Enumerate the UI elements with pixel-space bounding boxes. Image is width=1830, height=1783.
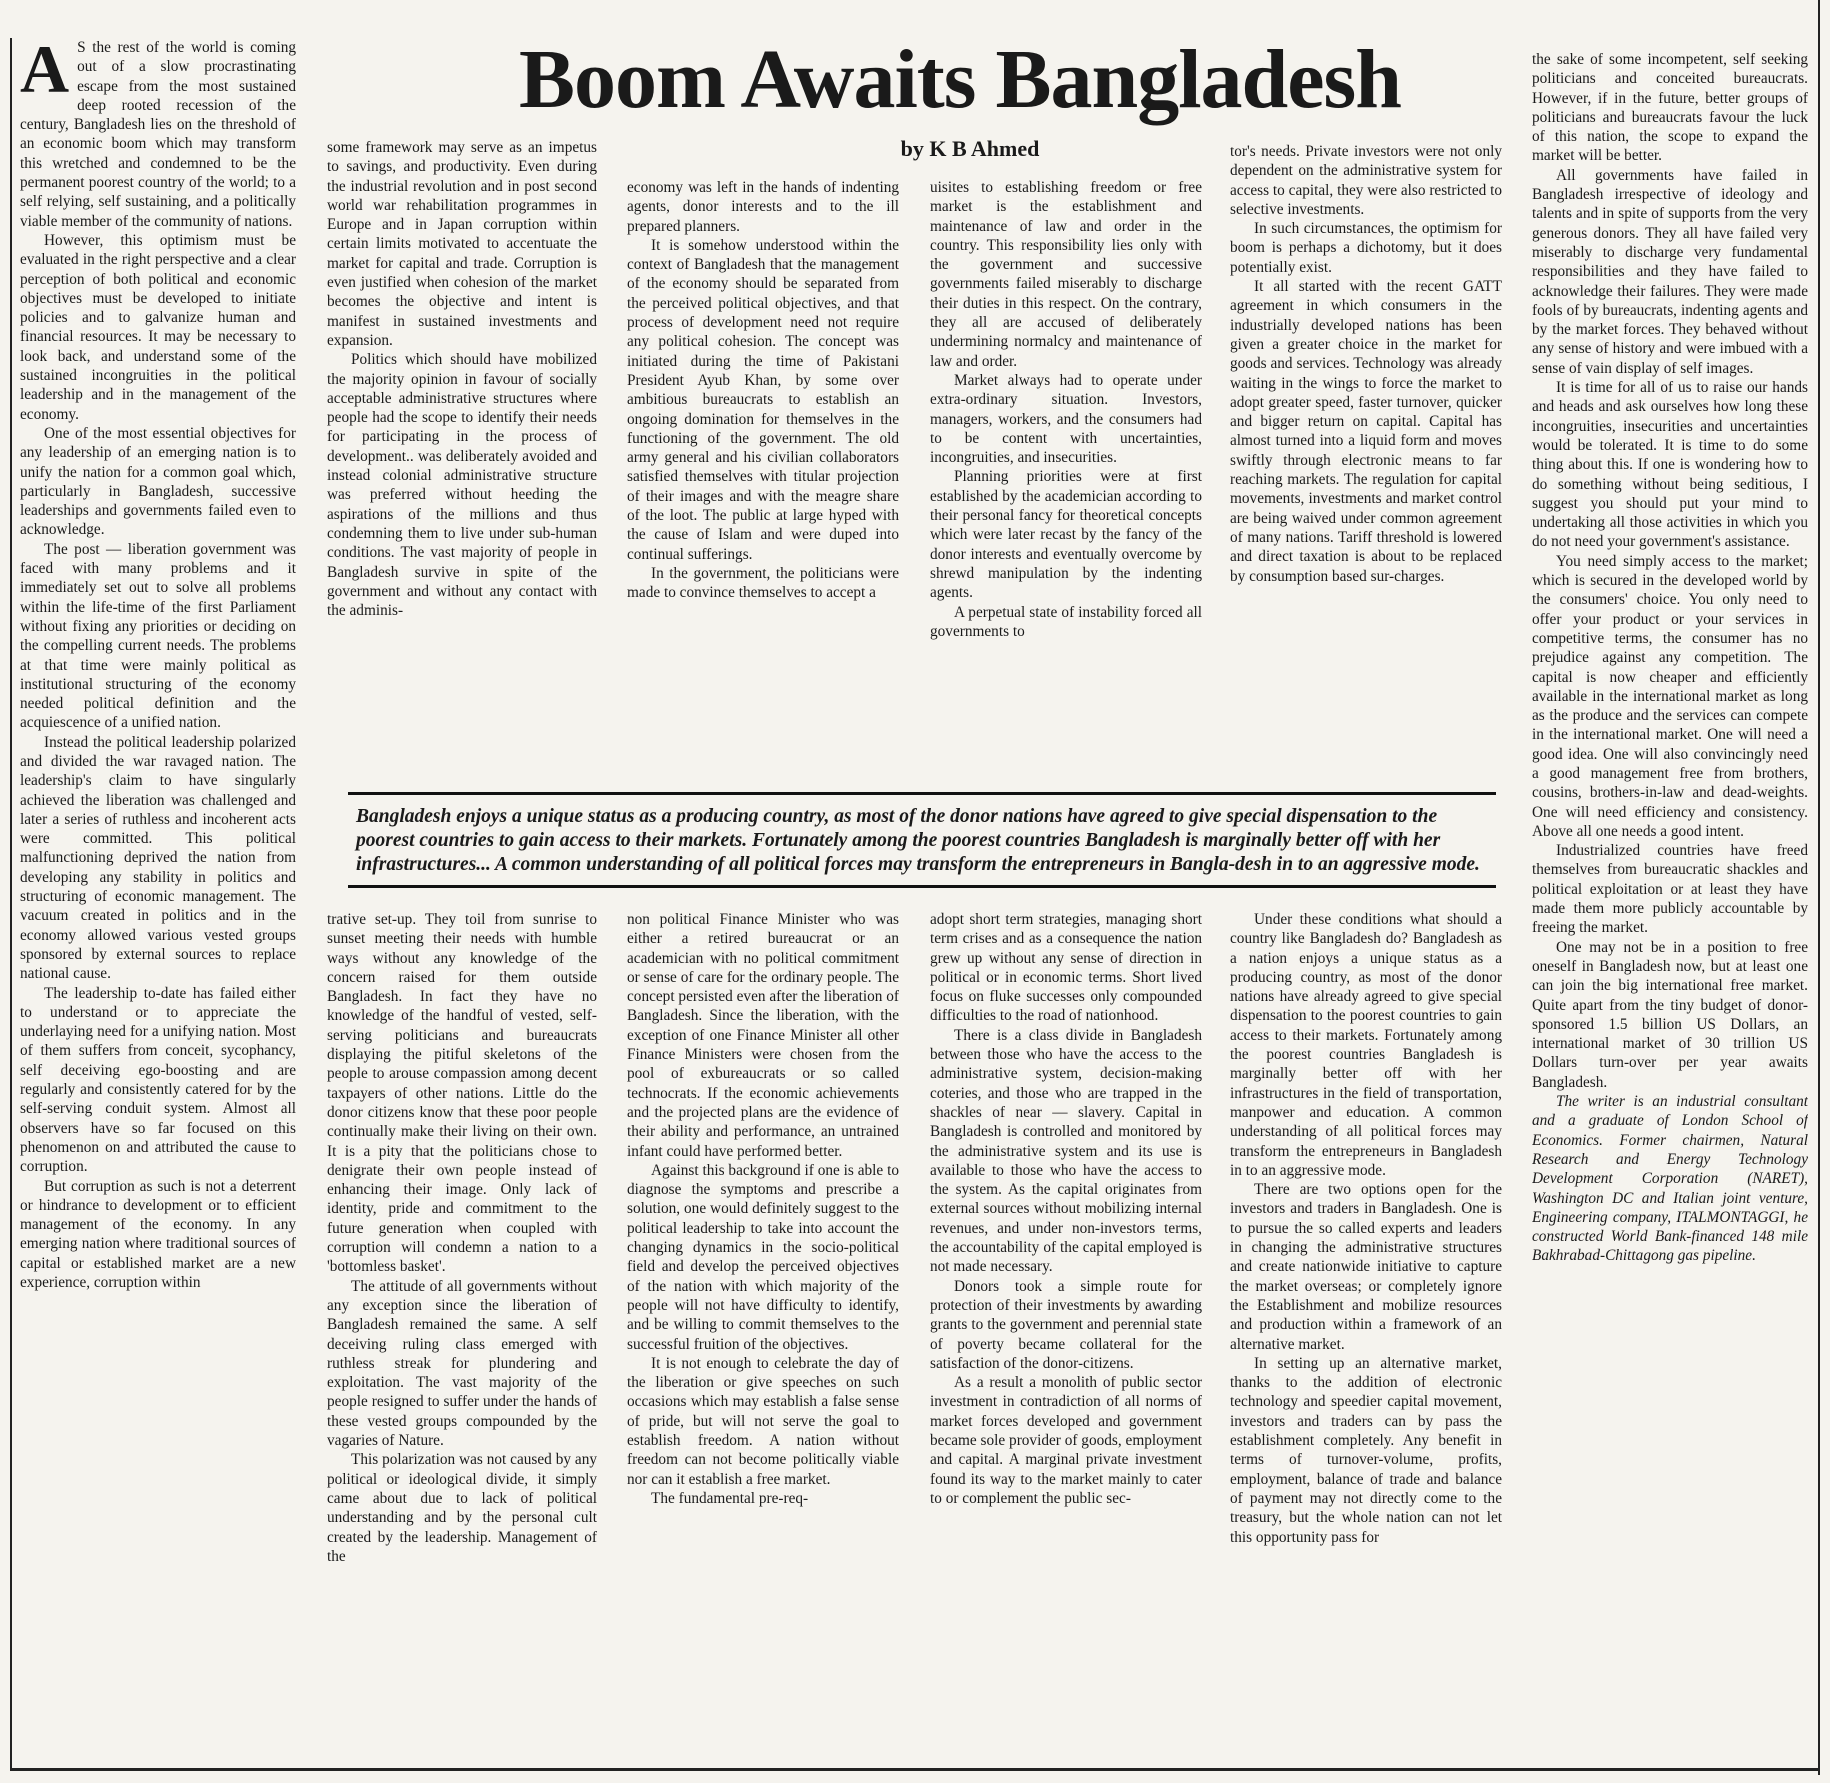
headline: Boom Awaits Bangladesh bbox=[519, 33, 1401, 126]
article-column-6 bbox=[1532, 50, 1808, 1766]
article-column-3-bottom bbox=[627, 910, 899, 1768]
paragraph: It is somehow understood within the context of Bangladesh that the management of the economy should be separated from the perceived political objectives, and that process of development need not require any political cohesion. The concept was initiated during the time of Pakistani President Ayub Khan, by some over ambitious bureaucrats to establish an ongoing domination for themselves in the functioning of the government. The old army general and his civilian collaborators satisfied themselves with titular projection of their images and with the meagre share of the loot. The public at large hyped with the cause of Islam and were duped into continual sufferings. bbox=[627, 236, 899, 563]
paragraph: It all started with the recent GATT agreement in which consumers in the industrially developed nations has been given a greater choice in the market for goods and services. Technology was already waiting in the wings to force the market to adopt greater speed, faster turnover, quicker and bigger return on capital. Capital has almost turned into a liquid form and moves swiftly through electronic means to far reaching markets. The regulation for capital movements, investments and market control are being waived under common agreement of many nations. Tariff threshold is lowered and direct taxation is about to be replaced by consumption based sur-charges. bbox=[1230, 278, 1502, 585]
paragraph: The leadership to-date has failed either to understand or to appreciate the underlaying need for a unifying nation. Most of them suffers from conceit, sycophancy, self deceiving ego-boosting and are regularly and consistently catered for by the self-serving conduit system. Almost all observers have so far focused on this phenomenon on and attributed the cause to corruption. bbox=[20, 984, 296, 1176]
bottom-page-rule bbox=[10, 1768, 1820, 1771]
paragraph: Against this background if one is able to diagnose the symptoms and prescribe a solution, one would definitely suggest to the political leadership to take into account the changing dynamics in the socio-political field and develop the perceived objectives of the nation with which majority of the people will not have difficulty to identify, and be willing to commit themselves to the successful fruition of the objectives. bbox=[627, 1161, 899, 1353]
paragraph: Market always had to operate under extra-ordinary situation. Investors, managers, workers, and the consumers had to be content with uncertainties, incongruities, and insecurities. bbox=[930, 371, 1202, 467]
paragraph: Donors took a simple route for protection of their investments by awarding grants to the government and perennial state of poverty became collateral for the satisfaction of the donor-citizens. bbox=[930, 1277, 1202, 1372]
article-column-5-bottom bbox=[1230, 910, 1502, 1768]
article-column-2-bottom bbox=[327, 910, 597, 1768]
paragraph: In the government, the politicians were made to convince themselves to accept a bbox=[627, 564, 899, 602]
author-bio: The writer is an industrial consultant and a graduate of London School of Economics. Former chairmen, Natural Research and Energy Technology Development Corporation (NARET), Washington DC and Italian joint venture, Engineering company, ITALMONTAGGI, he constructed World Bank-financed 148 mile Bakhrabad-Chittagong gas pipeline. bbox=[1532, 1093, 1808, 1265]
drop-cap: A bbox=[20, 38, 70, 107]
paragraph: adopt short term strategies, managing short term crises and as a consequence the nation grew up without any sense of direction in political or in economic terms. Short lived focus on fluke successes only compounded difficulties to the road of nationhood. bbox=[930, 911, 1202, 1025]
paragraph: Politics which should have mobilized the majority opinion in favour of socially acceptable administrative structures where people had the scope to identify their needs for participating in the process of development.. was deliberately avoided and instead colonial administrative structure was preferred without heeding the aspirations of the millions and thus condemning them to live under sub-human conditions. The vast majority of people in Bangladesh survive in spite of the government and without any contact with the adminis- bbox=[327, 351, 597, 620]
paragraph: the sake of some incompetent, self seeking politicians and conceited bureaucrats. However, if in the future, better groups of politicians and bureaucrats favour the luck of this nation, the scope to expand the market will be better. bbox=[1532, 51, 1808, 165]
paragraph: You need simply access to the market; which is secured in the developed world by the consumers' choice. You only need to offer your product or your services in competitive terms, the consumer has no prejudice against any competition. The capital is now cheaper and efficiently available in the international market as long as the produce and the services can compete in the international market. One will need a good idea. One will also convincingly need a good management free from brothers, cousins, brothers-in-law and dead-weights. One will need efficiency and consistency. Above all one needs a good intent. bbox=[1532, 552, 1808, 840]
paragraph: The post — liberation government was faced with many problems and it immediately set out to solve all problems within the life-time of the first Parliament without fixing any priorities or deciding on the compelling current needs. The problems at that time were mainly political as institutional structuring of the economy needed political definition and the acquiescence of a unified nation. bbox=[20, 540, 296, 732]
paragraph: economy was left in the hands of indenting agents, donor interests and to the ill prepared planners. bbox=[627, 179, 899, 235]
paragraph: One of the most essential objectives for any leadership of an emerging nation is to unify the nation for a common goal which, particularly in Bangladesh, successive leaderships and governments failed even to acknowledge. bbox=[20, 424, 296, 539]
paragraph: In such circumstances, the optimism for boom is perhaps a dichotomy, but it does potentially exist. bbox=[1230, 220, 1502, 276]
paragraph: uisites to establishing freedom or free market is the establishment and maintenance of law and order in the country. This responsibility lies only with the government and successive governments failed miserably to discharge their duties in this respect. On the contrary, they all are accused of deliberately undermining normalcy and maintenance of law and order. bbox=[930, 179, 1202, 370]
paragraph: tor's needs. Private investors were not only dependent on the administrative system for access to capital, they were also restricted to selective investments. bbox=[1230, 143, 1502, 218]
paragraph: In setting up an alternative market, thanks to the addition of electronic technology and speedier capital movement, investors and traders can by pass the establishment completely. Any benefit in terms of turnover-volume, profits, employment, balance of trade and balance of payment may not directly come to the treasury, but the whole nation can not let this opportunity pass for bbox=[1230, 1354, 1502, 1546]
paragraph: This polarization was not caused by any political or ideological divide, it simply came about due to lack of political understanding and by the personal cult created by the leadership. Management of the bbox=[327, 1451, 597, 1565]
paragraph: One may not be in a position to free oneself in Bangladesh now, but at least one can join the big international free market. Quite apart from the tiny budget of donor-sponsored 1.5 billion US Dollars, an international market of 30 trillion US Dollars turn-over per year awaits Bangladesh. bbox=[1532, 938, 1808, 1091]
paragraph: It is time for all of us to raise our hands and heads and ask ourselves how long these incongruities, insecurities and uncertainties would be tolerated. It is time to do some thing about this. If one is wondering how to do something without being seditious, I suggest you should put your mind to undertaking all those activities in which you do not need your government's assistance. bbox=[1532, 379, 1808, 551]
article-column-5-top bbox=[1230, 142, 1502, 778]
pull-quote: Bangladesh enjoys a unique status as a producing country, as most of the donor nations have agreed to give special dispensation to the poorest countries to gain access to their markets. Fortunately among the poorest countries Bangladesh is marginally better off with her infrastructures... A common understanding of all political forces may transform the entrepreneurs in Bangla-desh in to an aggressive mode. bbox=[348, 792, 1496, 888]
article-column-4-top bbox=[930, 178, 1202, 778]
paragraph: trative set-up. They toil from sunrise to sunset meeting their needs with humble ways without any knowledge of the concern raised for them outside Bangladesh. In fact they have no knowledge of the handful of vested, self-serving politicians and bureaucrats displaying the pitiful skeletons of the people to arouse compassion among decent taxpayers of other nations. Little do the donor citizens know that these poor people continually make their living on their own. It is a pity that the politicians chose to denigrate their own people instead of enhancing their image. Only lack of identity, pride and commitment to the future generation when coupled with corruption will condemn a nation to a 'bottomless basket'. bbox=[327, 911, 597, 1276]
right-page-rule bbox=[1818, 0, 1820, 1775]
paragraph: A perpetual state of instability forced all governments to bbox=[930, 603, 1202, 640]
paragraph: some framework may serve as an impetus to savings, and productivity. Even during the industrial revolution and in post second world war rehabilitation programmes in Europe and in Japan corruption within certain limits motivated to accentuate the market for capital and trade. Corruption is even justified when cohesion of the market becomes the objective and intent is manifest in sustained investments and expansion. bbox=[327, 139, 597, 349]
paragraph: There is a class divide in Bangladesh between those who have the access to the administrative system, decision-making coteries, and those who are trapped in the shackles of near — slavery. Capital in Bangladesh is controlled and monitored by the administrative system and its use is available to those who have the access to the system. As the capital originates from external sources without mobilizing internal revenues, and under non-investors terms, the accountability of the capital employed is not made necessary. bbox=[930, 1026, 1202, 1276]
paragraph: Industrialized countries have freed themselves from bureaucratic shackles and political exploitation or at least they have made them more publicly accountable by freeing the market. bbox=[1532, 842, 1808, 937]
paragraph: Instead the political leadership polarized and divided the war ravaged nation. The leadership's claim to have singularly achieved the liberation was challenged and later a series of ruthless and incoherent acts were committed. This political malfunctioning deprived the nation from developing any stability in politics and structuring of economic management. The vacuum created in politics and in the economy allowed various vested groups sponsored by external sources to replace national cause. bbox=[20, 733, 296, 983]
lead-paragraph bbox=[20, 38, 296, 231]
paragraph: Under these conditions what should a country like Bangladesh do? Bangladesh as a nation enjoys a unique status as a producing country, as most of the donor nations have already agreed to give special dispensation to the poorest countries to gain access to their markets. Fortunately among the poorest countries Bangladesh is marginally better off with her infrastructures in the field of transportation, manpower and education. A common understanding of all political forces may transform the entrepreneurs in Bangladesh in to an aggressive mode. bbox=[1230, 911, 1502, 1179]
article-column-3-top bbox=[627, 178, 899, 778]
article-column-1 bbox=[20, 38, 296, 1766]
paragraph: All governments have failed in Bangladesh irrespective of ideology and talents and in spite of supports from the very generous donors. They all have failed very miserably to discharge very fundamental responsibilities and they have failed to acknowledge their failures. They were made fools of by bureaucrats, indenting agents and by the market forces. They behaved without any sense of history and were imbued with a sense of vain display of self images. bbox=[1532, 166, 1808, 377]
paragraph: There are two options open for the investors and traders in Bangladesh. One is to pursue the so called experts and leaders in changing the administrative structures and create nationwide initiative to capture the market overseas; or completely ignore the Establishment and mobilize resources and production within a framework of an alternative market. bbox=[1230, 1181, 1502, 1353]
paragraph: However, this optimism must be evaluated in the right perspective and a clear perception of both political and economic objectives must be developed to initiate policies and to galvanize human and financial resources. It may be necessary to look back, and understand some of the sustained incongruities in the political leadership and in the management of the economy. bbox=[20, 231, 296, 423]
article-column-2-top bbox=[327, 138, 597, 778]
article-column-4-bottom bbox=[930, 910, 1202, 1768]
paragraph: Planning priorities were at first established by the academician according to their personal fancy for theoretical concepts which were later recast by the fancy of the donor interests and eventually overcome by shrewd manipulation by the indenting agents. bbox=[930, 468, 1202, 602]
paragraph-text: S the rest of the world is coming out of a slow procrastinating escape from the most sustained deep rooted recession of the century, Bangladesh lies on the threshold of an economic boom which may transform this wretched and condemned to be the permanent poorest country of the world; to a self relying, self sustaining, and a politically viable member of the community of nations. bbox=[20, 39, 296, 230]
paragraph: It is not enough to celebrate the day of the liberation or give speeches on such occasions which may establish a false sense of pride, but will not serve the goal to establish freedom. A nation without freedom can not become politically viable nor can it establish a free market. bbox=[627, 1354, 899, 1488]
paragraph: But corruption as such is not a deterrent or hindrance to development or to efficient management of the economy. In any emerging nation where traditional sources of capital or established market are a new experience, corruption within bbox=[20, 1177, 296, 1291]
paragraph: As a result a monolith of public sector investment in contradiction of all norms of market forces developed and government became sole provider of goods, employment and capital. A marginal private investment found its way to the market mainly to cater to or complement the public sec- bbox=[930, 1374, 1202, 1507]
byline: by K B Ahmed bbox=[900, 136, 1040, 161]
paragraph: The attitude of all governments without any exception since the liberation of Bangladesh remained the same. A self deceiving ruling class emerged with ruthless streak for plundering and exploitation. The vast majority of the people resigned to suffer under the hands of these vested groups compounded by the vagaries of Nature. bbox=[327, 1277, 597, 1450]
left-column-rule bbox=[10, 38, 12, 1768]
paragraph: non political Finance Minister who was either a retired bureaucrat or an academician with no political commitment or sense of care for the ordinary people. The concept persisted even after the liberation of Bangladesh. Since the liberation, with the exception of one Finance Minister all other Finance Ministers were chosen from the pool of exbureaucrats or so called technocrats. If the economic achievements and the projected plans are the evidence of their ability and performance, an untrained infant could have performed better. bbox=[627, 911, 899, 1160]
paragraph: The fundamental pre-req- bbox=[651, 1489, 809, 1507]
